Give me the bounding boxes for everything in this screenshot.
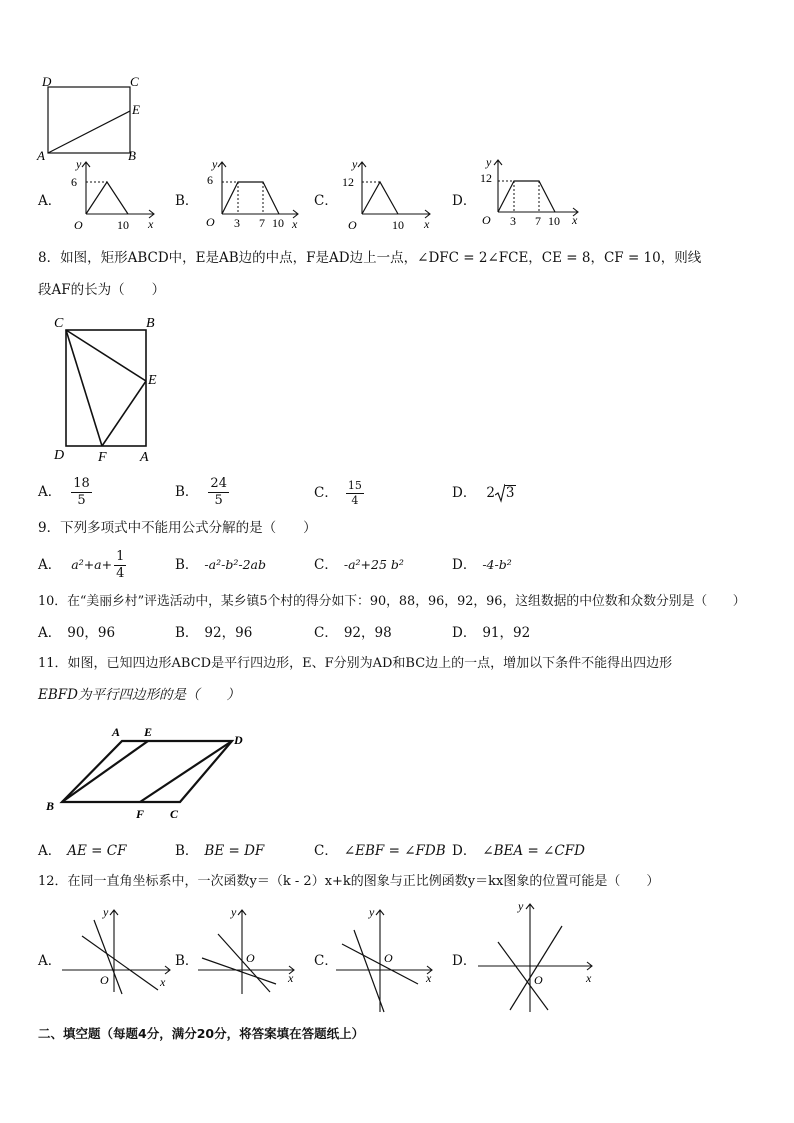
x-tick-7: 7: [259, 216, 265, 230]
origin-label: O: [348, 218, 357, 232]
q11-option-d[interactable]: [452, 842, 585, 860]
x-tick-10: 10: [272, 216, 284, 230]
q7-option-d-letter[interactable]: D．: [452, 193, 477, 209]
numerator: 1: [116, 548, 125, 564]
fraction: [208, 476, 229, 509]
x-tick-10: 10: [548, 214, 560, 228]
y-axis-label: y: [369, 905, 375, 919]
q8-stem-line2: 段AF的长为（ ）: [38, 282, 166, 298]
option-letter: A．: [38, 557, 62, 573]
option-letter: A．: [38, 484, 62, 500]
radical-sign-icon: [495, 483, 505, 503]
option-letter: C．: [314, 557, 338, 573]
q9-option-c[interactable]: [314, 556, 404, 574]
q7-option-c-graph[interactable]: [334, 154, 438, 234]
x-tick-3: 3: [234, 216, 240, 230]
q8-option-b[interactable]: [175, 472, 229, 512]
q8-option-a[interactable]: [38, 472, 92, 512]
y-axis-label: y: [103, 905, 109, 919]
option-text: ∠BEA = ∠CFD: [482, 843, 585, 859]
label-B: B: [146, 316, 155, 331]
q10-option-a[interactable]: [38, 624, 115, 642]
label-E: E: [148, 373, 157, 388]
origin-label: O: [384, 951, 393, 965]
label-A: A: [37, 148, 45, 162]
x-axis-label: x: [424, 217, 430, 231]
option-letter: C．: [314, 625, 338, 641]
option-letter: B．: [175, 484, 199, 500]
option-text: -4-b²: [482, 557, 512, 572]
q7-rectangle-figure: [34, 74, 154, 162]
y-tick: 12: [480, 171, 492, 185]
label-C: C: [130, 74, 139, 89]
numerator: 24: [210, 475, 227, 491]
label-F: F: [98, 450, 107, 465]
q12-option-a-graph[interactable]: [58, 900, 176, 996]
y-tick: 6: [71, 175, 77, 189]
option-text: 90，96: [67, 625, 116, 641]
denominator: 4: [116, 565, 125, 581]
origin-label: O: [482, 213, 491, 227]
origin-label: O: [74, 218, 83, 232]
q8-rectangle-figure: [48, 310, 168, 466]
x-axis-label: x: [572, 213, 578, 227]
q10-option-c[interactable]: [314, 624, 392, 642]
option-text: 91，92: [482, 625, 531, 641]
x-axis-label: x: [586, 971, 592, 985]
y-axis-label: y: [76, 157, 82, 171]
option-letter: A．: [38, 625, 62, 641]
q10-option-d[interactable]: [452, 624, 530, 642]
q8-option-d[interactable]: [452, 480, 516, 506]
q9-option-b[interactable]: [175, 556, 266, 574]
label-D: D: [234, 733, 243, 747]
numerator: 15: [347, 478, 362, 492]
x-axis-label: x: [292, 217, 298, 231]
label-F: F: [136, 807, 145, 821]
option-letter: B．: [175, 557, 199, 573]
label-B: B: [128, 148, 136, 162]
x-tick-7: 7: [535, 214, 541, 228]
label-E: E: [132, 102, 140, 117]
section-2-heading: 二、填空题（每题4分，满分20分，将答案填在答题纸上）: [38, 1026, 365, 1041]
option-text: 92，98: [343, 625, 392, 641]
option-letter: B．: [175, 843, 199, 859]
option-text: -a²-b²-2ab: [204, 557, 266, 572]
option-letter: D．: [452, 557, 477, 573]
label-A: A: [140, 450, 149, 465]
option-letter: A．: [38, 843, 62, 859]
option-text: ∠EBF = ∠FDB: [343, 843, 446, 859]
q12-stem: 12．在同一直角坐标系中，一次函数y＝（k - 2）x+k的图象与正比例函数y＝kx图象的位置可能是（ ）: [38, 874, 660, 889]
option-text: 92，96: [204, 625, 253, 641]
y-axis-label: y: [212, 157, 218, 171]
option-letter: C．: [314, 843, 338, 859]
q7-option-b-graph[interactable]: [194, 154, 302, 234]
q9-option-d[interactable]: [452, 556, 512, 574]
fraction: [71, 476, 92, 509]
origin-label: O: [246, 951, 255, 965]
fraction: [346, 479, 364, 508]
q11-stem-line1: 11．如图，已知四边形ABCD是平行四边形，E、F分别为AD和BC边上的一点，增加以下条件不能得出四边形: [38, 656, 673, 671]
numerator: 18: [73, 475, 90, 491]
y-axis-label: y: [518, 899, 524, 913]
q12-option-a-letter[interactable]: A．: [38, 953, 62, 969]
q7-option-a-letter[interactable]: A．: [38, 193, 62, 209]
denominator: 4: [351, 493, 359, 507]
denominator: 5: [77, 492, 86, 508]
q12-option-d-letter[interactable]: D．: [452, 953, 477, 969]
x-tick: 10: [117, 218, 129, 232]
origin-label: O: [534, 973, 543, 987]
x-tick-3: 3: [510, 214, 516, 228]
x-axis-label: x: [426, 971, 432, 985]
coefficient: 2: [486, 485, 495, 501]
y-axis-label: y: [486, 155, 492, 169]
y-axis-label: y: [231, 905, 237, 919]
denominator: 5: [214, 492, 223, 508]
option-text: AE = CF: [67, 843, 127, 859]
q10-stem: 10．在“美丽乡村”评选活动中，某乡镇5个村的得分如下：90，88，96，92，96，这组数据的中位数和众数分别是（ ）: [38, 594, 746, 609]
option-text: BE = DF: [204, 843, 265, 859]
x-tick: 10: [392, 218, 404, 232]
x-axis-label: x: [288, 971, 294, 985]
label-E: E: [144, 725, 153, 739]
q11-option-a[interactable]: [38, 842, 126, 860]
q11-stem-line2: EBFD为平行四边形的是（ ）: [38, 687, 240, 703]
q12-option-b-letter[interactable]: B．: [175, 953, 199, 969]
q7-option-b-letter[interactable]: B．: [175, 193, 199, 209]
q8-stem-line1: 8．如图，矩形ABCD中，E是AB边的中点，F是AD边上一点，∠DFC = 2∠FCE，CE = 8，CF = 10，则线: [38, 250, 702, 266]
x-axis-label: x: [160, 975, 166, 989]
y-axis-label: y: [352, 157, 358, 171]
q12-option-c-graph[interactable]: [334, 900, 438, 1016]
option-letter: B．: [175, 625, 199, 641]
y-tick: 6: [207, 173, 213, 187]
q12-option-d-graph[interactable]: [474, 896, 598, 1016]
option-letter: C．: [314, 485, 338, 501]
label-D: D: [54, 448, 65, 463]
label-D: D: [42, 74, 52, 89]
option-letter: D．: [452, 485, 477, 501]
q9-stem: 9．下列多项式中不能用公式分解的是（ ）: [38, 520, 317, 536]
q11-option-c[interactable]: [314, 842, 446, 860]
q9-option-a[interactable]: [38, 546, 126, 584]
label-A: A: [112, 725, 121, 739]
q8-option-c[interactable]: [314, 474, 364, 512]
q12-option-b-graph[interactable]: [196, 900, 300, 996]
label-B: B: [46, 799, 55, 813]
q11-option-b[interactable]: [175, 842, 264, 860]
x-axis-label: x: [148, 217, 154, 231]
q12-option-c-letter[interactable]: C．: [314, 953, 338, 969]
y-tick: 12: [342, 175, 354, 189]
radicand: 3: [505, 485, 515, 501]
q11-parallelogram-figure: [40, 722, 260, 822]
q10-option-b[interactable]: [175, 624, 252, 642]
option-letter: D．: [452, 843, 477, 859]
option-text: a²+a+: [71, 557, 113, 572]
origin-label: O: [206, 215, 215, 229]
q7-option-c-letter[interactable]: C．: [314, 193, 338, 209]
label-C: C: [54, 316, 64, 331]
q7-option-a-graph[interactable]: [58, 154, 162, 234]
option-letter: D．: [452, 625, 477, 641]
q7-option-d-graph[interactable]: [470, 152, 582, 232]
label-C: C: [170, 807, 179, 821]
fraction: [114, 549, 126, 582]
origin-label: O: [100, 973, 109, 987]
option-text: -a²+25 b²: [343, 557, 404, 572]
